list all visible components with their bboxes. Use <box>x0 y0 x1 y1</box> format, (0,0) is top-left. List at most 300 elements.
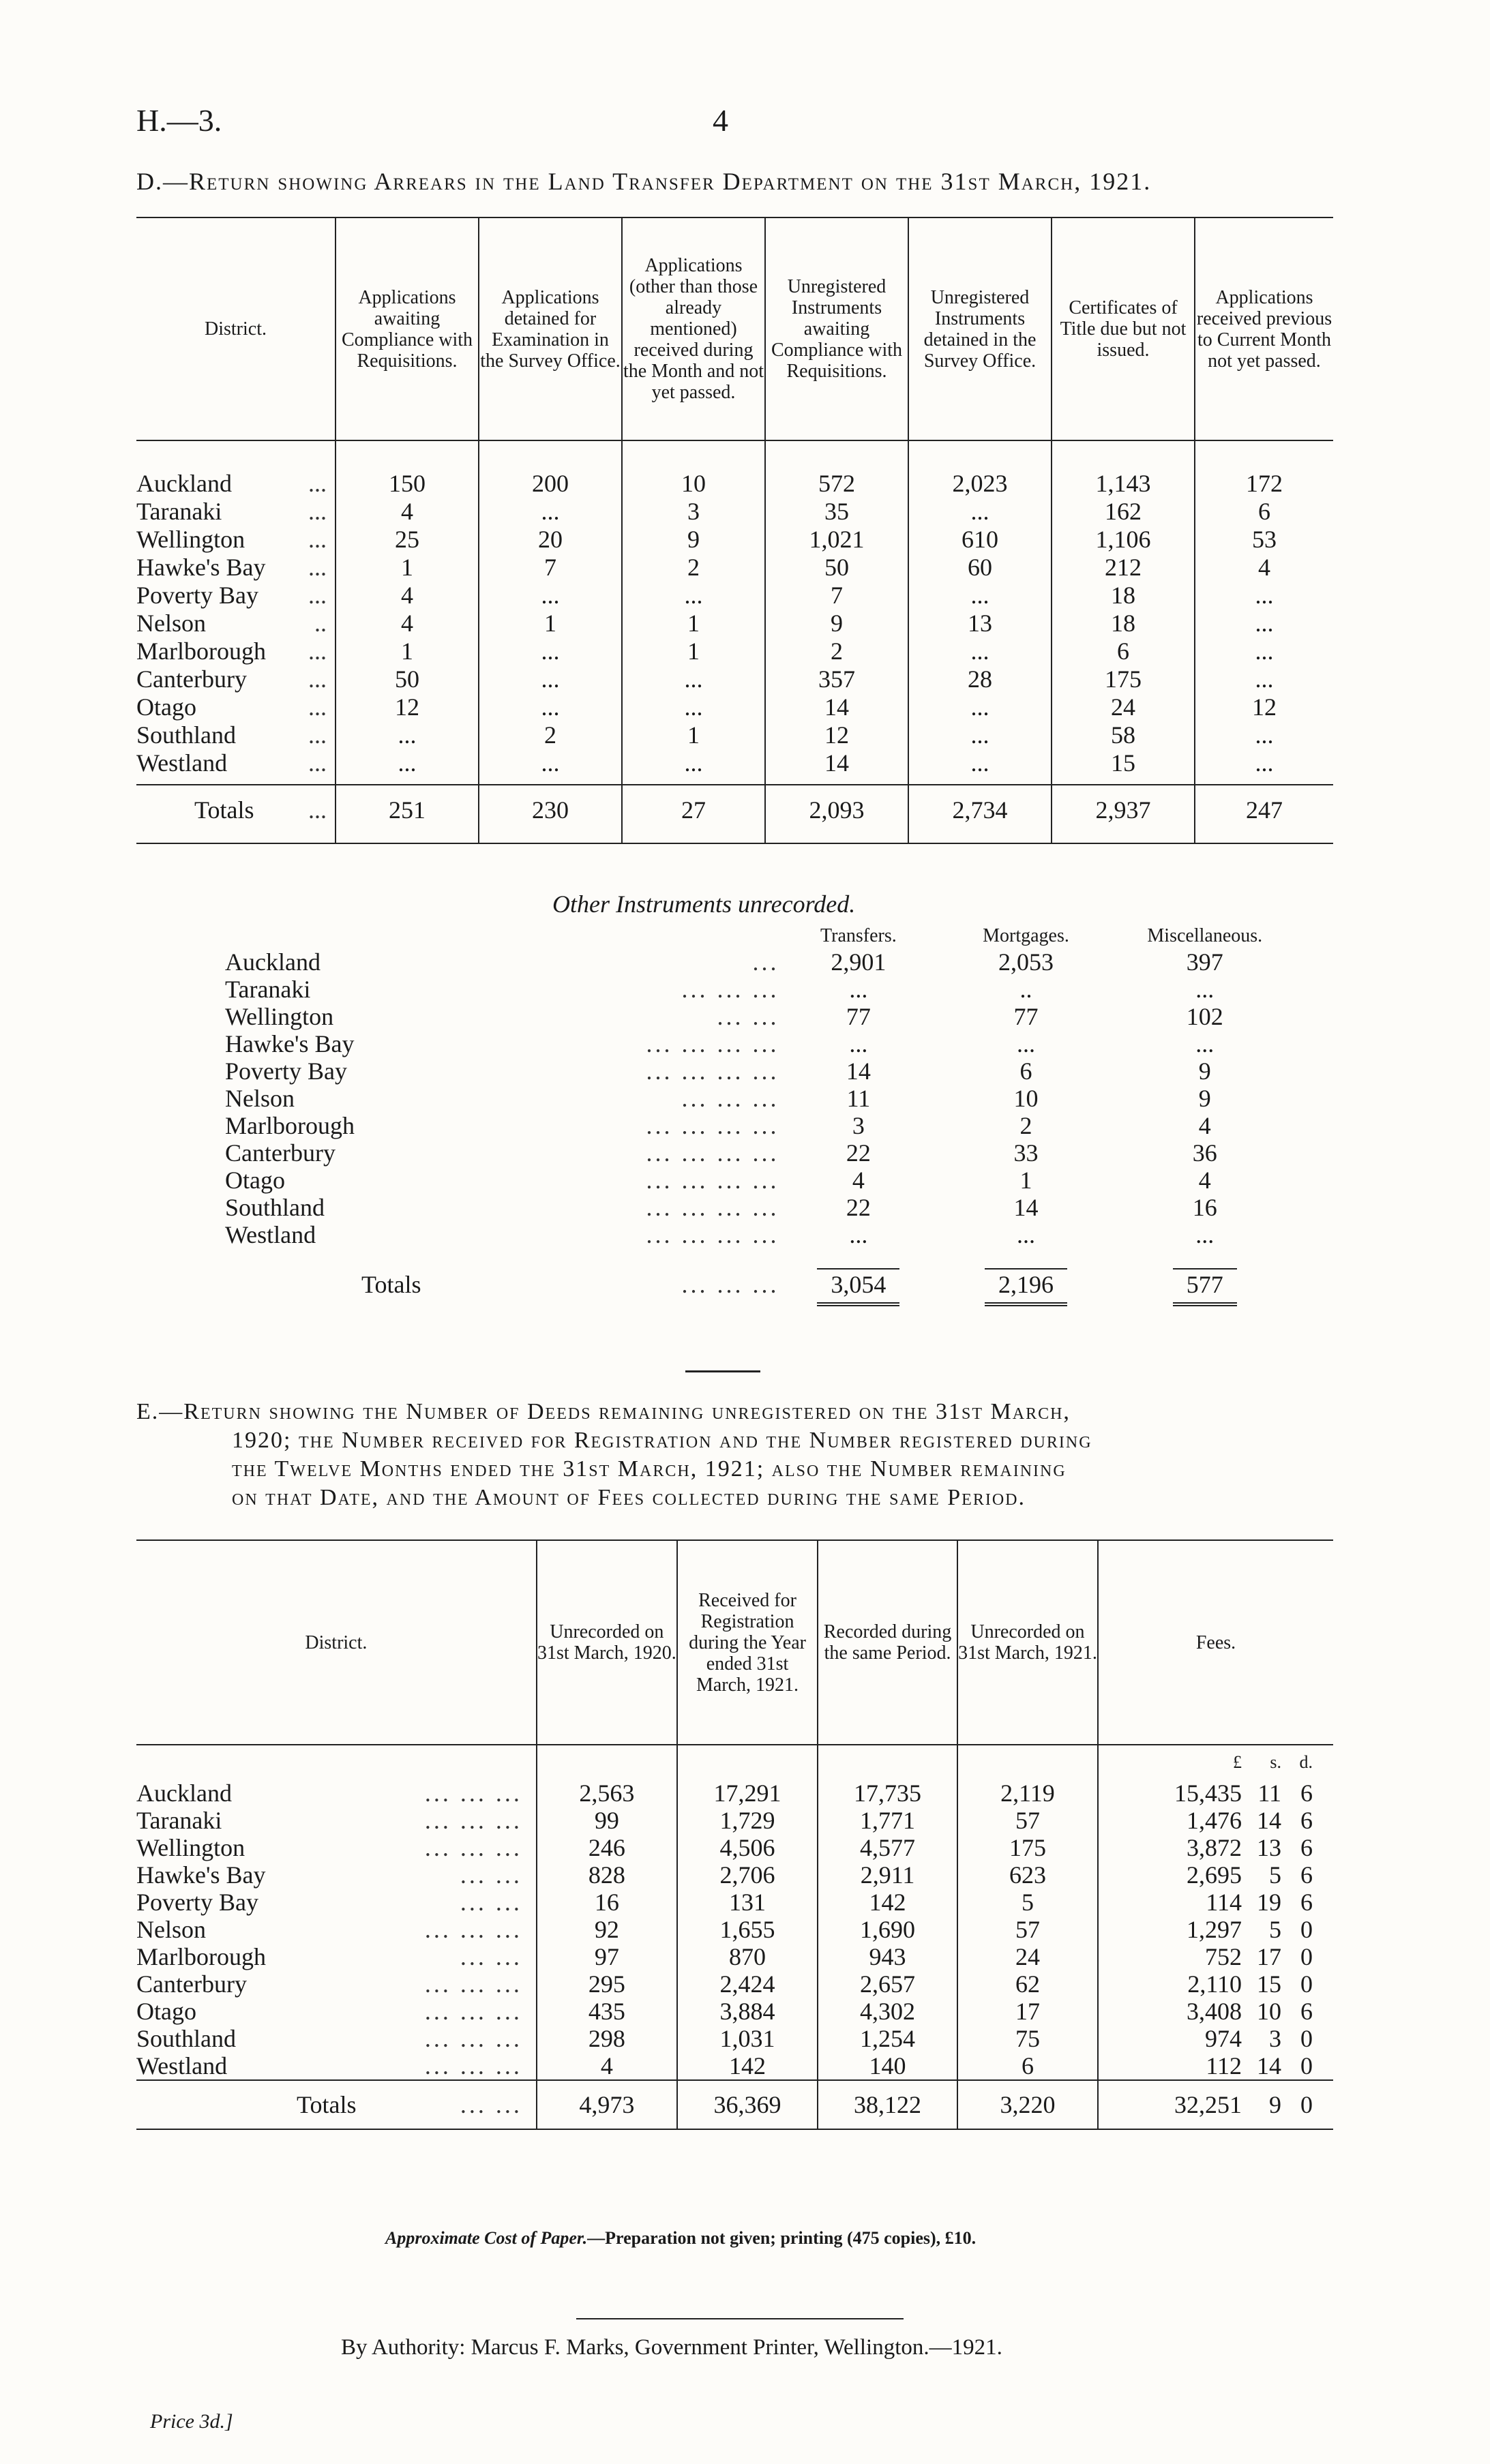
other-instruments-title: Other Instruments unrecorded. <box>552 890 856 918</box>
spacer-cell <box>225 924 609 948</box>
district-name: Auckland <box>136 1779 232 1807</box>
table-row <box>225 1057 1296 1085</box>
value-cell: 1,021 <box>765 526 908 554</box>
table-e-column-header: Unrecorded on 31st March, 1920. <box>537 1540 677 1745</box>
table-d-column-header: Unregistered Instruments awaiting Compliance with Requisitions. <box>765 217 908 440</box>
leader-dots: ... ... ... <box>424 2052 522 2079</box>
value-cell: 33 <box>1013 1139 1039 1167</box>
cost-label: Approximate Cost of Paper. <box>385 2228 588 2248</box>
value-cell: 12 <box>1195 693 1333 721</box>
fees-pence: 0 <box>1300 1970 1313 1998</box>
district-cell <box>136 2052 537 2080</box>
value-cell: 2,901 <box>831 948 886 976</box>
other-column-header: Miscellaneous. <box>1147 925 1263 946</box>
value-cell: 24 <box>957 1943 1098 1970</box>
value-cell: ... <box>479 498 622 526</box>
value-cell: 9 <box>765 610 908 637</box>
value-cell: 610 <box>908 526 1052 554</box>
table-row <box>225 976 1296 1003</box>
table-e <box>136 1539 1333 2130</box>
leader-dots: ... <box>308 749 327 777</box>
price: Price 3d.] <box>150 2410 233 2433</box>
value-cell: 77 <box>846 1003 871 1030</box>
value-cell: 1 <box>622 610 765 637</box>
leader-dots: .. <box>314 610 327 637</box>
fees-shillings: 11 <box>1257 1779 1281 1807</box>
value-cell: 142 <box>818 1889 957 1916</box>
totals-row <box>136 2080 1333 2129</box>
fees-cell <box>1098 1916 1333 1943</box>
table-row <box>136 1807 1333 1834</box>
total-cell: 4,973 <box>537 2080 677 2129</box>
fees-pence: 0 <box>1300 2025 1313 2052</box>
value-cell: 10 <box>1013 1085 1039 1112</box>
pounds-unit: £ <box>1233 1752 1242 1772</box>
value-cell: 17,735 <box>818 1779 957 1807</box>
value-cell: 2,911 <box>818 1861 957 1889</box>
value-cell: 4 <box>1198 1167 1211 1194</box>
leader-dots: ... ... ... <box>424 1779 522 1807</box>
leader-dots: ... ... ... <box>424 1916 522 1943</box>
leader-dots: ... ... ... <box>424 1807 522 1834</box>
value-cell: ... <box>479 693 622 721</box>
value-cell: 35 <box>765 498 908 526</box>
value-cell: 2,119 <box>957 1779 1098 1807</box>
value-cell: 4 <box>1198 1112 1211 1139</box>
fees-cell <box>1098 2025 1333 2052</box>
value-cell: 623 <box>957 1861 1098 1889</box>
value-cell: ... <box>479 749 622 785</box>
table-row <box>136 665 1333 693</box>
spacer-cell <box>677 1745 818 1779</box>
spacer-cell <box>818 1745 957 1779</box>
fees-pence: 6 <box>1300 1779 1313 1807</box>
fee-units-cell <box>1098 1745 1333 1779</box>
total-cell: 36,369 <box>677 2080 818 2129</box>
table-e-column-header: Fees. <box>1098 1540 1333 1745</box>
table-row <box>136 1916 1333 1943</box>
authority-line: By Authority: Marcus F. Marks, Government Printer, Wellington.—1921. <box>341 2335 1002 2360</box>
leader-dots: ... ... ... ... <box>646 1139 779 1167</box>
district-cell <box>136 721 336 749</box>
table-row <box>136 2052 1333 2080</box>
table-row <box>136 1943 1333 1970</box>
value-cell: 6 <box>1195 498 1333 526</box>
district-name: Poverty Bay <box>136 1889 258 1916</box>
value-cell: 1 <box>622 721 765 749</box>
value-cell: 200 <box>479 440 622 498</box>
value-cell: 14 <box>1013 1194 1039 1221</box>
district-name: Otago <box>225 1167 285 1194</box>
value-cell: 6 <box>957 2052 1098 2080</box>
leader-dots: ... ... <box>460 1889 522 1916</box>
value-cell: 28 <box>908 665 1052 693</box>
value-cell: 99 <box>537 1807 677 1834</box>
value-cell: 57 <box>957 1916 1098 1943</box>
value-cell: 15 <box>1052 749 1195 785</box>
district-name: Wellington <box>225 1003 334 1030</box>
value-cell: 4,302 <box>818 1998 957 2025</box>
value-cell: 1 <box>622 637 765 665</box>
authority-rule <box>576 2318 904 2319</box>
value-cell: 2,563 <box>537 1779 677 1807</box>
value-cell: 57 <box>957 1807 1098 1834</box>
value-cell: ... <box>1195 1030 1215 1057</box>
value-cell: 58 <box>1052 721 1195 749</box>
leader-dots: ... ... ... ... <box>646 1194 779 1221</box>
value-cell: 24 <box>1052 693 1195 721</box>
district-name: Poverty Bay <box>225 1057 347 1085</box>
leader-dots: ... ... <box>717 1003 779 1030</box>
district-name: Auckland <box>225 948 321 976</box>
district-name: Canterbury <box>136 665 247 693</box>
value-cell: .. <box>1019 976 1032 1003</box>
page-number: 4 <box>713 103 728 138</box>
table-row <box>225 948 1296 976</box>
table-d-column-header: Applications (other than those already mentioned) received during the Month and not yet passed. <box>622 217 765 440</box>
table-row <box>225 1003 1296 1030</box>
leader-dots: ... ... <box>460 1861 522 1889</box>
value-cell: 6 <box>1052 637 1195 665</box>
leader-dots: ... <box>308 796 327 824</box>
value-cell: 2 <box>1019 1112 1032 1139</box>
totals-row <box>136 785 1333 843</box>
table-e-column-header: District. <box>305 1632 368 1653</box>
value-cell: 50 <box>765 554 908 582</box>
value-cell: ... <box>849 976 868 1003</box>
leader-dots: ... ... ... ... <box>646 1057 779 1085</box>
district-cell <box>136 1779 537 1807</box>
district-cell <box>136 1916 537 1943</box>
spacer-cell <box>537 1745 677 1779</box>
leader-dots: ... ... ... ... <box>646 1030 779 1057</box>
value-cell: ... <box>1016 1221 1035 1248</box>
value-cell: 9 <box>1198 1085 1211 1112</box>
totals-label-cell <box>136 2080 537 2129</box>
district-name: Westland <box>225 1221 316 1248</box>
fees-cell <box>1098 1943 1333 1970</box>
district-cell <box>136 610 336 637</box>
totals-row <box>225 1248 1296 1300</box>
value-cell: ... <box>908 721 1052 749</box>
fees-pounds: 2,110 <box>1187 1970 1242 1998</box>
fees-shillings: 13 <box>1257 1834 1281 1861</box>
table-row <box>136 498 1333 526</box>
totals-label: Totals <box>361 1271 421 1298</box>
value-cell: 172 <box>1195 440 1333 498</box>
leader-dots: ... <box>308 665 327 693</box>
table-e-title <box>136 1398 1337 1512</box>
table-row <box>136 637 1333 665</box>
district-cell <box>136 1807 537 1834</box>
value-cell: 14 <box>846 1057 871 1085</box>
leader-dots: ... ... ... <box>424 1998 522 2025</box>
table-e-title-line-3: the Twelve Months ended the 31st March, 1921; also the Number remaining <box>232 1456 1067 1482</box>
value-cell: 16 <box>537 1889 677 1916</box>
fees-cell <box>1098 1779 1333 1807</box>
value-cell: 870 <box>677 1943 818 1970</box>
value-cell: 1,729 <box>677 1807 818 1834</box>
fees-pence: 0 <box>1300 2052 1313 2079</box>
leader-dots: ... ... <box>460 1943 522 1970</box>
value-cell: 435 <box>537 1998 677 2025</box>
table-e-title-line-4: on that Date, and the Amount of Fees collected during the same Period. <box>232 1485 1026 1510</box>
value-cell: 77 <box>1013 1003 1039 1030</box>
fees-shillings: 5 <box>1269 1916 1281 1943</box>
district-name: Marlborough <box>136 637 266 665</box>
fees-pounds: 752 <box>1205 1943 1242 1970</box>
fees-pounds: 32,251 <box>1174 2091 1242 2118</box>
leader-dots: ... ... ... ... <box>646 1112 779 1139</box>
fees-total-cell <box>1098 2080 1333 2129</box>
fees-cell <box>1098 1998 1333 2025</box>
leader-dots: ... ... ... <box>424 1834 522 1861</box>
fees-pounds: 974 <box>1205 2025 1242 2052</box>
district-name: Southland <box>136 2025 237 2052</box>
table-row <box>136 554 1333 582</box>
fees-cell <box>1098 1807 1333 1834</box>
table-row <box>136 1834 1333 1861</box>
value-cell: 1 <box>479 610 622 637</box>
value-cell: 1,690 <box>818 1916 957 1943</box>
fees-shillings: 14 <box>1257 1807 1281 1834</box>
district-name: Taranaki <box>136 498 222 525</box>
value-cell: ... <box>622 582 765 610</box>
value-cell: 2,023 <box>908 440 1052 498</box>
district-name: Westland <box>136 749 228 777</box>
table-row <box>136 2025 1333 2052</box>
value-cell: 17 <box>957 1998 1098 2025</box>
value-cell: ... <box>908 582 1052 610</box>
fees-cell <box>1098 1970 1333 1998</box>
district-cell <box>136 1970 537 1998</box>
district-cell <box>136 526 336 554</box>
value-cell: 4,506 <box>677 1834 818 1861</box>
leader-dots: ... <box>308 637 327 665</box>
leader-dots: ... <box>308 554 327 581</box>
fees-pounds: 1,476 <box>1187 1807 1242 1834</box>
cost-note <box>385 2228 976 2249</box>
value-cell: 50 <box>336 665 479 693</box>
total-cell: 230 <box>479 785 622 843</box>
district-name: Auckland <box>136 470 232 497</box>
table-row <box>136 1861 1333 1889</box>
district-name: Hawke's Bay <box>136 554 266 581</box>
district-cell <box>136 665 336 693</box>
value-cell: 7 <box>765 582 908 610</box>
table-row <box>136 693 1333 721</box>
district-name: Taranaki <box>136 1807 222 1834</box>
table-d-title: D.—Return showing Arrears in the Land Transfer Department on the 31st March, 1921. <box>136 168 1152 195</box>
fees-pounds: 114 <box>1206 1889 1242 1916</box>
district-name: Poverty Bay <box>136 582 258 609</box>
fee-units-row <box>136 1745 1333 1779</box>
leader-dots: ... <box>308 498 327 525</box>
pence-unit: d. <box>1299 1752 1313 1772</box>
value-cell: ... <box>1195 721 1333 749</box>
leader-dots: ... <box>308 470 327 497</box>
table-row <box>136 610 1333 637</box>
table-row <box>225 1194 1296 1221</box>
spacer-cell <box>609 924 779 948</box>
total-cell: 2,093 <box>765 785 908 843</box>
value-cell: 142 <box>677 2052 818 2080</box>
value-cell: 1,031 <box>677 2025 818 2052</box>
table-d-column-header: Applications received previous to Current Month not yet passed. <box>1195 217 1333 440</box>
leader-dots: ... ... <box>460 2091 522 2118</box>
district-name: Marlborough <box>225 1112 355 1139</box>
value-cell: ... <box>1195 665 1333 693</box>
leader-dots: ... <box>308 693 327 721</box>
value-cell: 14 <box>765 693 908 721</box>
table-d-column-header: Unregistered Instruments detained in the Survey Office. <box>908 217 1052 440</box>
value-cell: 175 <box>1052 665 1195 693</box>
value-cell: 102 <box>1186 1003 1223 1030</box>
value-cell: 162 <box>1052 498 1195 526</box>
value-cell: 572 <box>765 440 908 498</box>
fees-pounds: 3,872 <box>1187 1834 1242 1861</box>
value-cell: 1 <box>1019 1167 1032 1194</box>
value-cell: 18 <box>1052 582 1195 610</box>
value-cell: 53 <box>1195 526 1333 554</box>
district-name: Taranaki <box>225 976 311 1003</box>
fees-pence: 6 <box>1300 1834 1313 1861</box>
fees-cell <box>1098 1889 1333 1916</box>
value-cell: 943 <box>818 1943 957 1970</box>
value-cell: ... <box>849 1030 868 1057</box>
value-cell: ... <box>849 1221 868 1248</box>
value-cell: 3 <box>852 1112 865 1139</box>
spacer-cell <box>957 1745 1098 1779</box>
fees-pence: 0 <box>1300 1943 1313 1970</box>
district-name: Nelson <box>225 1085 295 1112</box>
value-cell: 11 <box>846 1085 871 1112</box>
fees-pence: 6 <box>1300 1998 1313 2025</box>
table-row <box>225 1221 1296 1248</box>
fees-pence: 6 <box>1300 1861 1313 1889</box>
value-cell: 1,143 <box>1052 440 1195 498</box>
fees-shillings: 15 <box>1257 1970 1281 1998</box>
leader-dots: ... ... ... <box>424 2025 522 2052</box>
value-cell: 1,655 <box>677 1916 818 1943</box>
district-name: Canterbury <box>225 1139 336 1167</box>
value-cell: ... <box>1195 582 1333 610</box>
fees-shillings: 19 <box>1257 1889 1281 1916</box>
value-cell: ... <box>1195 637 1333 665</box>
value-cell: 4 <box>336 498 479 526</box>
total-value: 2,196 <box>985 1268 1067 1306</box>
value-cell: 9 <box>622 526 765 554</box>
district-name: Hawke's Bay <box>225 1030 355 1057</box>
value-cell: 12 <box>336 693 479 721</box>
value-cell: 75 <box>957 2025 1098 2052</box>
value-cell: 2 <box>765 637 908 665</box>
value-cell: 97 <box>537 1943 677 1970</box>
fees-shillings: 10 <box>1257 1998 1281 2025</box>
totals-label-cell <box>136 785 336 843</box>
fees-pence: 6 <box>1300 1889 1313 1916</box>
fees-cell <box>1098 1861 1333 1889</box>
fees-shillings: 17 <box>1257 1943 1281 1970</box>
value-cell: ... <box>908 498 1052 526</box>
total-cell <box>1114 1248 1296 1300</box>
fees-shillings: 3 <box>1269 2025 1281 2052</box>
value-cell: 2,706 <box>677 1861 818 1889</box>
value-cell: 2,424 <box>677 1970 818 1998</box>
total-value: 3,054 <box>817 1268 899 1306</box>
value-cell: 4 <box>336 610 479 637</box>
district-cell <box>136 1998 537 2025</box>
leader-dots: ... <box>308 526 327 553</box>
district-cell <box>136 1889 537 1916</box>
total-cell: 2,734 <box>908 785 1052 843</box>
district-cell <box>136 498 336 526</box>
value-cell: 2,657 <box>818 1970 957 1998</box>
fees-pounds: 3,408 <box>1187 1998 1242 2025</box>
value-cell: 60 <box>908 554 1052 582</box>
value-cell: 4 <box>537 2052 677 2080</box>
district-cell <box>136 1943 537 1970</box>
value-cell: ... <box>1195 610 1333 637</box>
value-cell: ... <box>336 749 479 785</box>
value-cell: ... <box>622 665 765 693</box>
district-name: Westland <box>136 2052 228 2079</box>
fees-pounds: 112 <box>1206 2052 1242 2079</box>
other-instruments-header-row <box>225 924 1296 948</box>
district-name: Nelson <box>136 610 206 637</box>
leader-dots: ... <box>752 948 779 976</box>
district-cell <box>136 1861 537 1889</box>
value-cell: ... <box>479 582 622 610</box>
total-cell <box>779 1248 938 1300</box>
table-row <box>136 1779 1333 1807</box>
table-e-column-header: Recorded during the same Period. <box>818 1540 957 1745</box>
header-ref: H.—3. <box>136 103 222 138</box>
cost-text: —Preparation not given; printing (475 copies), £10. <box>587 2228 977 2248</box>
value-cell: 1,254 <box>818 2025 957 2052</box>
value-cell: 22 <box>846 1139 871 1167</box>
table-row <box>136 440 1333 498</box>
value-cell: 295 <box>537 1970 677 1998</box>
district-cell <box>136 582 336 610</box>
table-row <box>225 1139 1296 1167</box>
district-name: Southland <box>225 1194 325 1221</box>
value-cell: 25 <box>336 526 479 554</box>
district-cell <box>136 554 336 582</box>
fees-shillings: 14 <box>1257 2052 1281 2079</box>
table-d-column-header: District. <box>205 318 267 340</box>
value-cell: 7 <box>479 554 622 582</box>
table-row <box>225 1112 1296 1139</box>
district-cell <box>136 440 336 498</box>
fees-shillings: 9 <box>1269 2091 1281 2118</box>
district-cell <box>136 749 336 785</box>
value-cell: 36 <box>1192 1139 1217 1167</box>
value-cell: 298 <box>537 2025 677 2052</box>
fees-pence: 6 <box>1300 1807 1313 1834</box>
fees-cell <box>1098 2052 1333 2080</box>
table-e-column-header: Unrecorded on 31st March, 1921. <box>957 1540 1098 1745</box>
leader-dots: ... ... ... ... <box>646 1167 779 1194</box>
table-d-header-row <box>136 217 1333 440</box>
value-cell: 4,577 <box>818 1834 957 1861</box>
district-name: Otago <box>136 693 196 721</box>
spacer-cell <box>136 1745 537 1779</box>
table-e-column-header: Received for Registration during the Year ended 31st March, 1921. <box>677 1540 818 1745</box>
other-column-header: Transfers. <box>820 925 897 946</box>
total-cell: 247 <box>1195 785 1333 843</box>
fees-shillings: 5 <box>1269 1861 1281 1889</box>
